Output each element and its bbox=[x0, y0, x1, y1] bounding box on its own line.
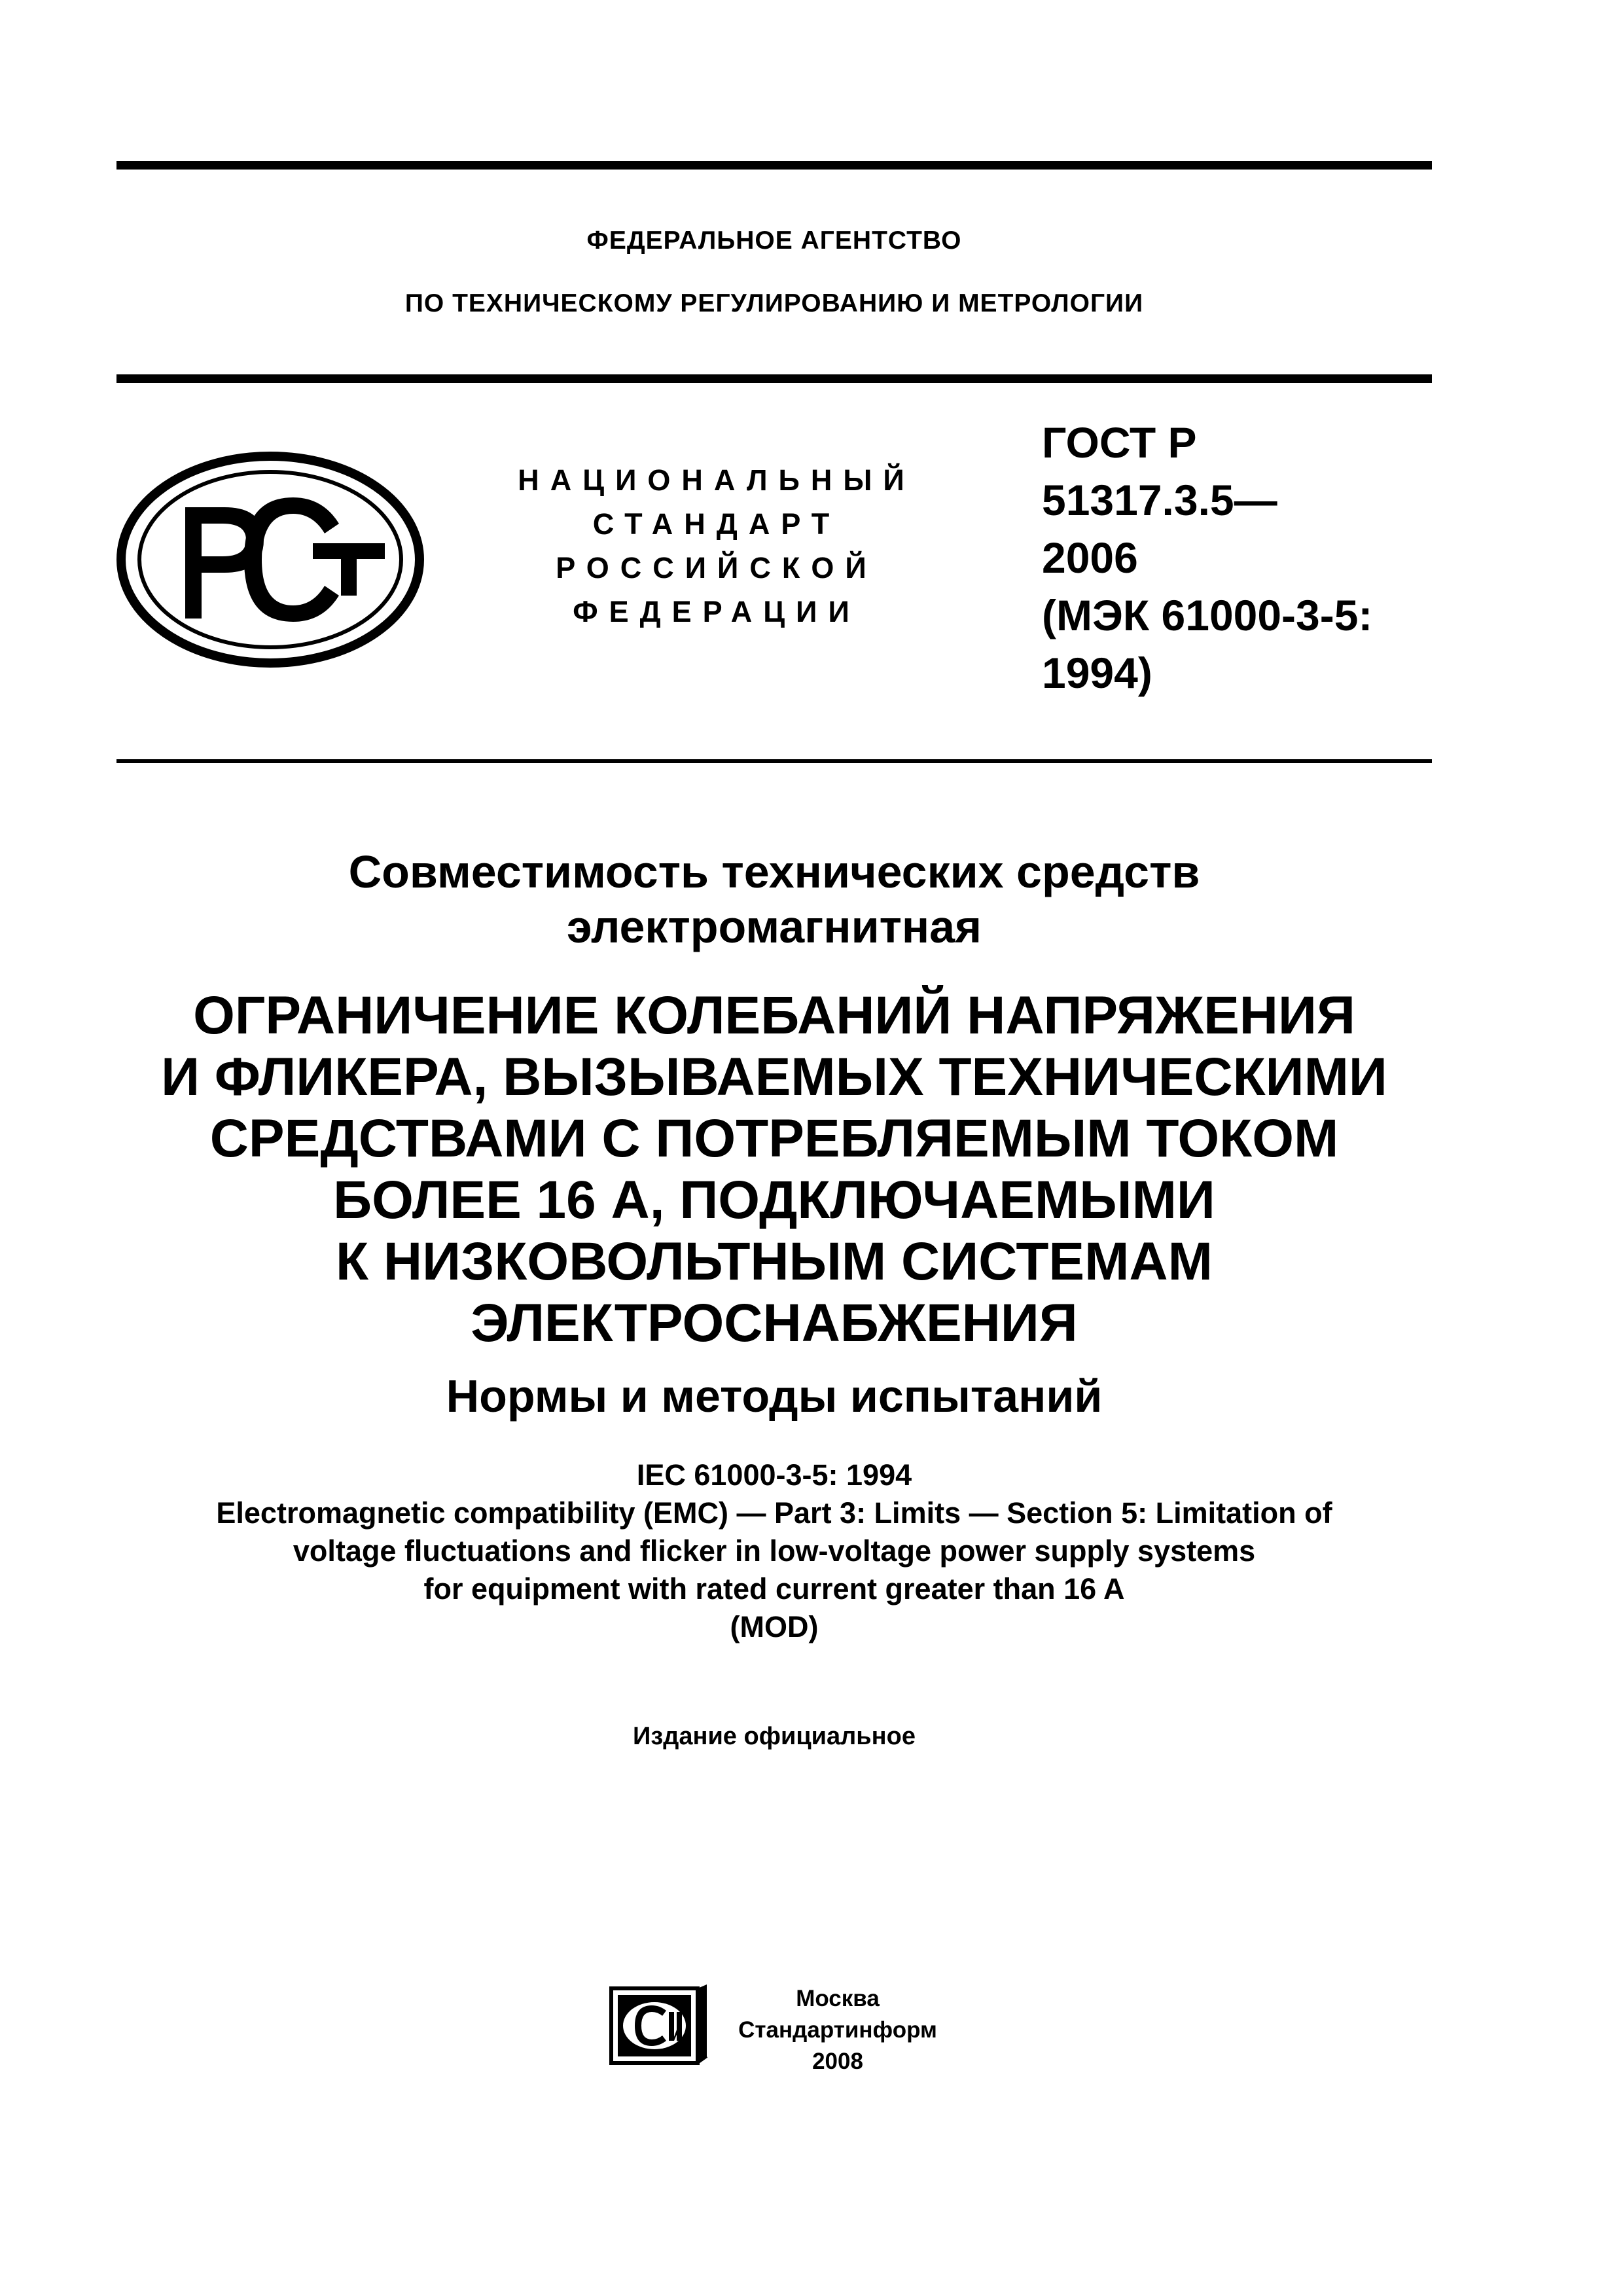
title-line-1: ОГРАНИЧЕНИЕ КОЛЕБАНИЙ НАПРЯЖЕНИЯ bbox=[193, 986, 1355, 1045]
gost-line-2: 51317.3.5— bbox=[1042, 476, 1277, 524]
title-line-5: К НИЗКОВОЛЬТНЫМ СИСТЕМАМ bbox=[336, 1232, 1213, 1291]
iec-line-3: voltage fluctuations and flicker in low-voltage power supply systems bbox=[293, 1534, 1256, 1568]
title-line-3: СРЕДСТВАМИ С ПОТРЕБЛЯЕМЫМ ТОКОМ bbox=[209, 1109, 1339, 1168]
publisher-year: 2008 bbox=[812, 2049, 863, 2074]
section-rule bbox=[116, 759, 1432, 763]
gost-line-1: ГОСТ Р bbox=[1042, 418, 1197, 467]
subtitle1-line-1: Совместимость технических средств bbox=[348, 846, 1200, 897]
iec-line-1: IEC 61000-3-5: 1994 bbox=[636, 1458, 912, 1492]
iec-line-5: (MOD) bbox=[730, 1610, 819, 1643]
gost-line-3: 2006 bbox=[1042, 533, 1138, 582]
national-line-1: НАЦИОНАЛЬНЫЙ bbox=[518, 463, 916, 497]
agency-line-2: ПО ТЕХНИЧЕСКОМУ РЕГУЛИРОВАНИЮ И МЕТРОЛОГИИ bbox=[404, 289, 1144, 317]
publisher-name: Стандартинформ bbox=[738, 2017, 937, 2043]
title-line-4: БОЛЕЕ 16 А, ПОДКЛЮЧАЕМЫМИ bbox=[333, 1170, 1215, 1230]
gost-line-5: 1994) bbox=[1042, 649, 1152, 697]
publisher-imprint bbox=[720, 1983, 955, 2077]
iec-reference bbox=[116, 1456, 1432, 1646]
publisher-city: Москва bbox=[796, 1986, 880, 2011]
title-line-6: ЭЛЕКТРОСНАБЖЕНИЯ bbox=[471, 1293, 1078, 1353]
iec-line-4: for equipment with rated current greater than 16 A bbox=[423, 1572, 1125, 1605]
subtitle1-line-2: электромагнитная bbox=[567, 901, 982, 952]
title-line-2: И ФЛИКЕРА, ВЫЗЫВАЕМЫХ ТЕХНИЧЕСКИМИ bbox=[161, 1047, 1387, 1107]
document-title bbox=[116, 985, 1432, 1354]
rst-logo-icon bbox=[116, 452, 424, 668]
edition-text: Издание официальное bbox=[633, 1723, 916, 1750]
gost-designation bbox=[1042, 414, 1432, 702]
subtitle-scope bbox=[116, 1368, 1432, 1424]
subtitle-category bbox=[116, 844, 1432, 954]
header-rule bbox=[116, 374, 1432, 383]
iec-line-2: Electromagnetic compatibility (EMC) — Part 3: Limits — Section 5: Limitation of bbox=[216, 1496, 1332, 1530]
agency-line-1: ФЕДЕРАЛЬНОЕ АГЕНТСТВО bbox=[586, 226, 962, 255]
edition-label bbox=[116, 1720, 1432, 1753]
standartinform-logo-icon bbox=[609, 1983, 713, 2068]
subtitle2-text: Нормы и методы испытаний bbox=[446, 1371, 1103, 1422]
national-line-4: ФЕДЕРАЦИИ bbox=[573, 595, 861, 628]
top-rule bbox=[116, 161, 1432, 170]
gost-line-4: (МЭК 61000-3-5: bbox=[1042, 591, 1373, 639]
national-line-3: РОССИЙСКОЙ bbox=[556, 551, 878, 584]
national-line-2: СТАНДАРТ bbox=[592, 507, 841, 541]
agency-header bbox=[116, 223, 1432, 322]
national-standard-label bbox=[484, 458, 949, 634]
